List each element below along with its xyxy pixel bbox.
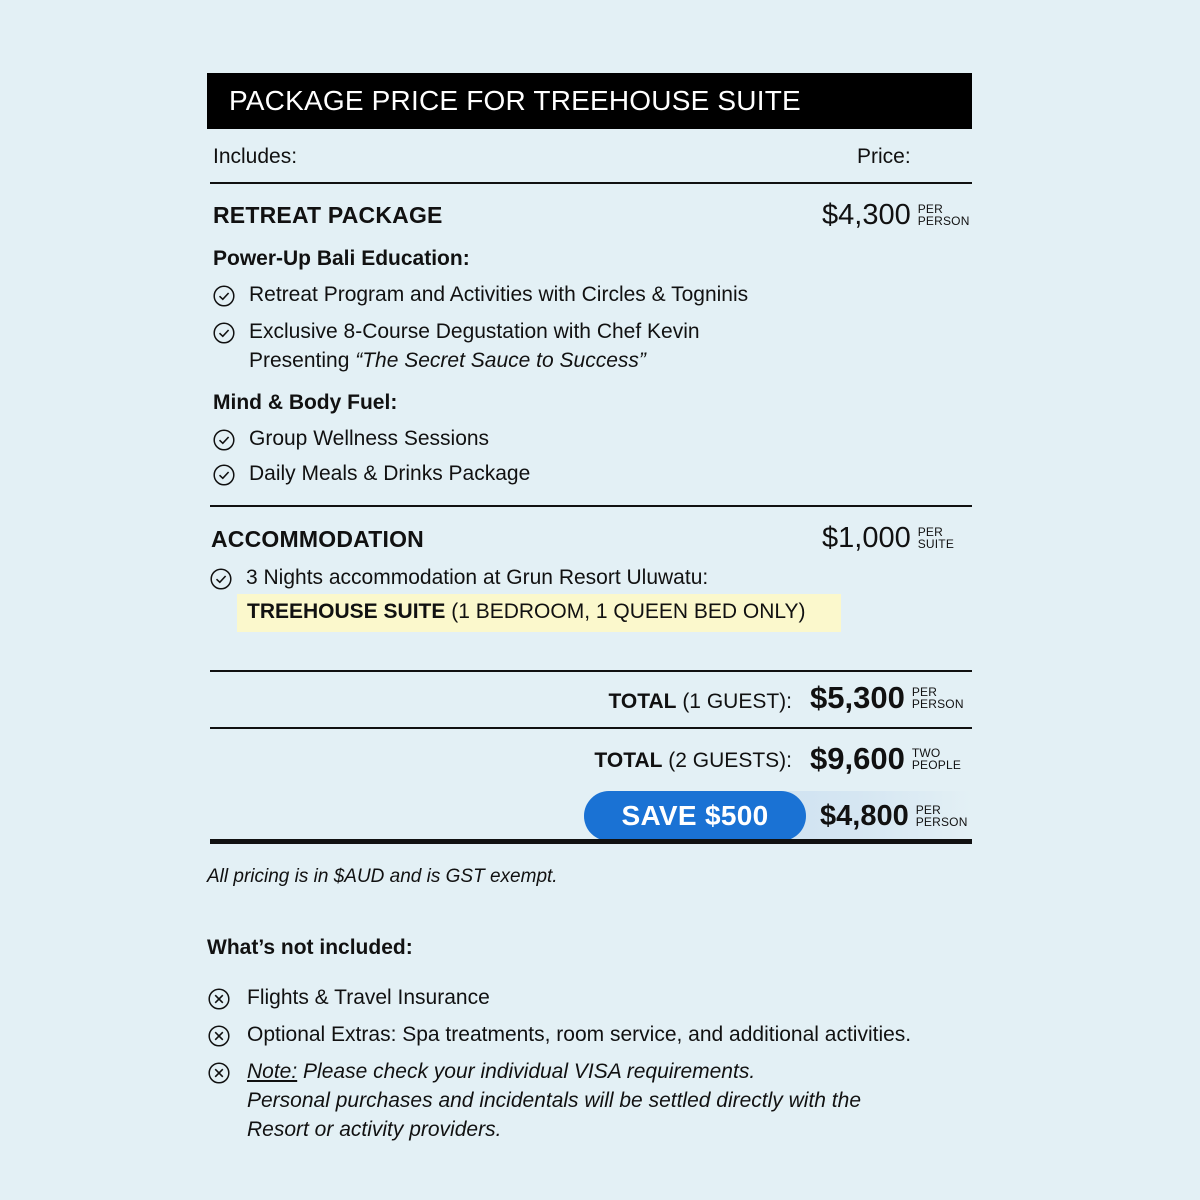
- list-item: [208, 1023, 911, 1049]
- note-line-2: Personal purchases and incidentals will be settled directly with the: [247, 1089, 861, 1112]
- visa-note: [247, 1057, 861, 1144]
- total-label-normal: (1 GUEST):: [676, 690, 792, 713]
- save-badge: SAVE $500: [584, 791, 806, 841]
- list-item: [208, 1060, 861, 1144]
- note-line-1: Please check your individual VISA requirements.: [297, 1060, 756, 1083]
- price-header: Price:: [857, 145, 911, 168]
- list-item: [210, 566, 708, 592]
- list-item-text: Daily Meals & Drinks Package: [249, 462, 531, 485]
- total-label-bold: TOTAL: [594, 749, 663, 772]
- total-two-price-amount: $9,600: [810, 741, 905, 776]
- retreat-price-amount: $4,300: [822, 199, 911, 231]
- list-item-text: [249, 317, 700, 375]
- divider: [210, 505, 972, 507]
- accommodation-price: [822, 523, 954, 553]
- total-one-price-unit: PER PERSON: [911, 685, 964, 711]
- list-item: [213, 462, 530, 488]
- page-title: PACKAGE PRICE FOR TREEHOUSE SUITE: [207, 73, 972, 129]
- total-two-guests-label: [594, 749, 792, 773]
- divider: [210, 727, 972, 729]
- accommodation-price-unit: PER SUITE: [917, 525, 955, 551]
- education-title: Power-Up Bali Education:: [213, 247, 470, 270]
- presenting-prefix: Presenting: [249, 349, 356, 372]
- total-label-normal: (2 GUESTS):: [662, 749, 792, 772]
- total-one-guest-label: [608, 690, 792, 714]
- divider: [210, 670, 972, 672]
- includes-header: Includes:: [213, 145, 298, 168]
- fuel-title: Mind & Body Fuel:: [213, 391, 398, 414]
- list-item-text: Flights & Travel Insurance: [247, 986, 490, 1009]
- note-label: Note:: [247, 1060, 298, 1083]
- total-two-price-unit: TWO PEOPLE: [911, 746, 962, 772]
- save-price-amount: $4,800: [820, 800, 909, 832]
- check-circle-icon: [213, 322, 235, 344]
- check-circle-icon: [213, 464, 235, 486]
- list-item: [213, 427, 489, 453]
- check-circle-icon: [213, 429, 235, 451]
- list-item: [213, 283, 748, 309]
- list-item-text: Optional Extras: Spa treatments, room service, and additional activities.: [247, 1023, 912, 1046]
- list-item-text: Group Wellness Sessions: [249, 427, 490, 450]
- note-line-3: Resort or activity providers.: [247, 1118, 502, 1141]
- list-item: [208, 986, 490, 1012]
- divider: [210, 839, 972, 844]
- degustation-text: Exclusive 8-Course Degustation with Chef Kevin: [249, 320, 700, 343]
- total-two-guests-price: [810, 741, 962, 776]
- retreat-package-title: RETREAT PACKAGE: [213, 202, 443, 228]
- suite-detail: (1 BEDROOM, 1 QUEEN BED ONLY): [445, 600, 806, 623]
- accommodation-title: ACCOMMODATION: [211, 526, 424, 552]
- divider: [210, 182, 972, 184]
- retreat-price-unit: PER PERSON: [917, 202, 970, 228]
- presenting-quote: “The Secret Sauce to Success”: [355, 349, 646, 372]
- x-circle-icon: [208, 1025, 230, 1047]
- list-item: [213, 320, 700, 375]
- save-price: [820, 801, 968, 831]
- suite-name: TREEHOUSE SUITE: [247, 600, 446, 623]
- check-circle-icon: [210, 568, 232, 590]
- list-item-text: 3 Nights accommodation at Grun Resort Uluwatu:: [246, 566, 709, 589]
- x-circle-icon: [208, 1062, 230, 1084]
- pricing-note: All pricing is in $AUD and is GST exempt.: [207, 866, 558, 887]
- accommodation-price-amount: $1,000: [822, 522, 911, 554]
- total-one-price-amount: $5,300: [810, 680, 905, 715]
- suite-description: [247, 600, 806, 624]
- save-price-unit: PER PERSON: [915, 803, 968, 829]
- check-circle-icon: [213, 285, 235, 307]
- total-label-bold: TOTAL: [608, 690, 677, 713]
- not-included-title: What’s not included:: [207, 936, 413, 959]
- total-one-guest-price: [810, 680, 964, 715]
- list-item-text: Retreat Program and Activities with Circles & Togninis: [249, 283, 749, 306]
- retreat-price: [822, 200, 970, 230]
- x-circle-icon: [208, 988, 230, 1010]
